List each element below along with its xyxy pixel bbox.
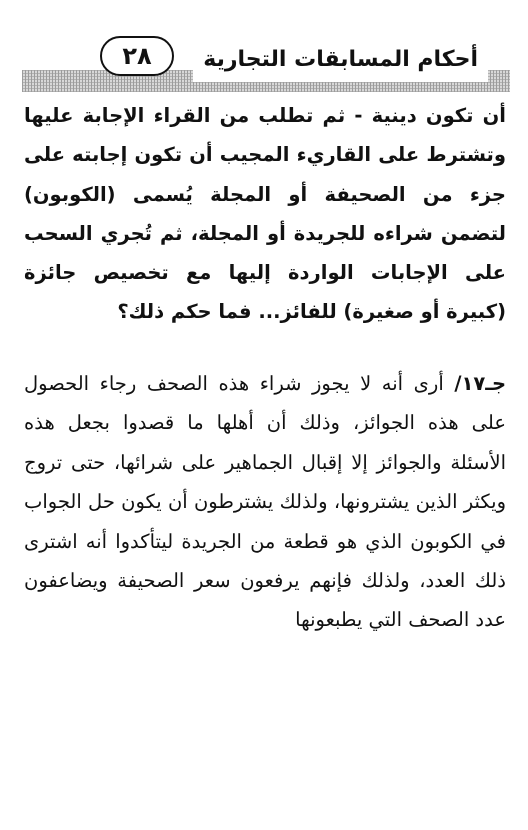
answer-number-marker: جـ١٧/ xyxy=(454,372,506,395)
answer-paragraph xyxy=(24,364,506,640)
running-title: أحكام المسابقات التجارية xyxy=(193,36,488,82)
answer-text: أرى أنه لا يجوز شراء هذه الصحف رجاء الحصول على هذه الجوائز، وذلك أن أهلها ما قصدوا بجعل هذه الأسئلة والجوائز إلا إقبال الجماهير على شرائها، حتى تروج ويكثر الذين يشترونها، ولذلك يشترطون أن يكون حل الجواب في الكوبون الذي هو قطعة من الجريدة ليتأكدوا أنه اشترى ذلك العدد، ولذلك فإنهم يرفعون سعر الصحيفة ويضاعفون عدد الصحف التي يطبعونها xyxy=(24,372,506,632)
page-header xyxy=(22,36,510,92)
page-number-badge: ٢٨ xyxy=(100,36,174,76)
question-paragraph xyxy=(24,96,506,332)
question-text: أن تكون دينية - ثم تطلب من القراء الإجابة عليها وتشترط على القاريء المجيب أن تكون إجابته على جزء من الصحيفة أو المجلة يُسمى (الكوبون) لتضمن شراءه للجريدة أو المجلة، ثم تُجري السحب على الإجابات الواردة إليها مع تخصيص جائزة (كبيرة أو صغيرة) للفائز... فما حكم ذلك؟ xyxy=(24,104,506,324)
